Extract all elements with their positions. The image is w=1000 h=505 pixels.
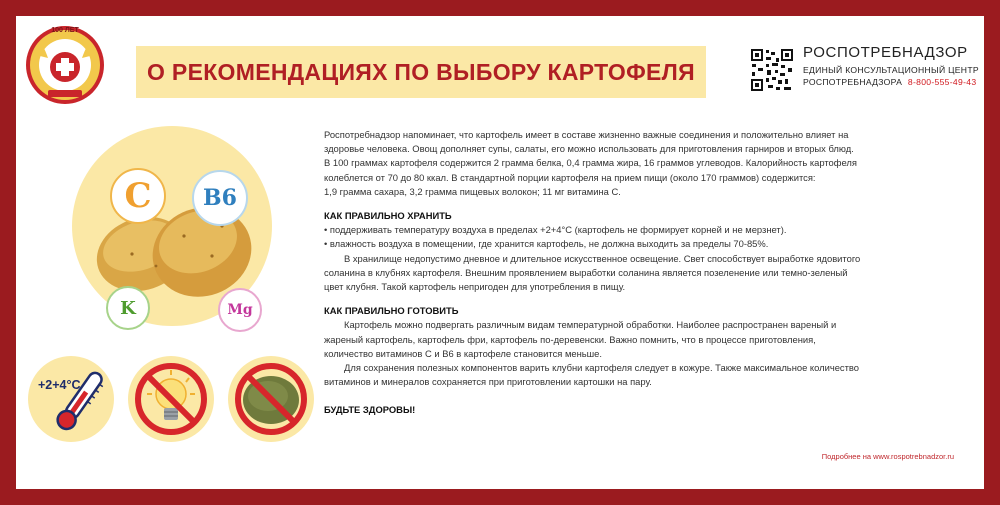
cooking-line: Для сохранения полезных компонентов варить клубни картофеля следует в кожуре. Также максимальное количество [344, 362, 859, 374]
closing-heading: БУДЬТЕ ЗДОРОВЫ! [324, 404, 416, 416]
storage-heading: КАК ПРАВИЛЬНО ХРАНИТЬ [324, 210, 452, 222]
page-title: О РЕКОМЕНДАЦИЯХ ПО ВЫБОРУ КАРТОФЕЛЯ [147, 58, 695, 85]
intro-line: Роспотребнадзор напоминает, что картофель имеет в составе жизненно важные соединения и положительно влияет на [324, 129, 849, 140]
poster-frame [16, 16, 984, 489]
title-banner [136, 46, 706, 98]
potassium-badge [106, 286, 150, 330]
intro-line: В 100 граммах картофеля содержится 2 грамма белка, 0,4 грамма жира, 16 граммов углеводов. Калорийность картофеля [324, 157, 857, 169]
cooking-line: Картофель можно подвергать различным видам температурной обработки. Наиболее распространен вареный и [344, 319, 837, 331]
org-name: РОСПОТРЕБНАДЗОР [803, 44, 968, 61]
no-green-potato-icon [228, 356, 314, 442]
no-green-potato-circle [228, 356, 314, 442]
storage-line: соланина в клубнях картофеля. Внешним проявлением выработки соланина является позеленение или темно-зеленый [324, 266, 848, 278]
no-light-bulb-icon [128, 356, 214, 442]
potato-illustration [72, 126, 272, 326]
cooking-line: витаминов и минералов сохраняется при приготовлении картошки на пару. [324, 376, 652, 388]
temperature-circle [28, 356, 114, 442]
temperature-label: +2+4°C [38, 378, 81, 392]
vitamin-c-label: C [124, 176, 152, 216]
cooking-line: количество витаминов С и В6 в картофеле становится меньше. [324, 347, 602, 359]
vitamin-c-badge [110, 168, 166, 224]
qr-code-icon [750, 48, 794, 92]
org-contact-line [803, 76, 983, 88]
potassium-label: K [120, 297, 136, 319]
hotline-phone: 8-800-555-49-43 [907, 77, 977, 87]
storage-line: • влажность воздуха в помещении, где хранится картофель, не должна выходить за пределы 70-85%. [324, 238, 769, 250]
cooking-line: жареный картофель, картофель фри, картофель по-деревенски. Важно помнить, что в процессе приготовления, [324, 333, 816, 345]
storage-line: В хранилище недопустимо дневное и длительное искусственное освещение. Свет способствует выработке ядовитого [344, 252, 861, 264]
intro-line: здоровье человека. Овощ дополняет супы, салаты, его можно использовать для приготовления гарниров и вторых блюд. [324, 143, 854, 155]
article-text [324, 128, 964, 418]
magnesium-badge [218, 288, 262, 332]
storage-line: • поддерживать температуру воздуха в пределах +2+4°С (картофель не формирует корней и не мерзнет). [324, 224, 787, 236]
no-light-circle [128, 356, 214, 442]
footer-link[interactable]: Подробнее на www.rospotrebnadzor.ru [821, 452, 954, 461]
rospotrebnadzor-emblem-icon [24, 24, 106, 106]
magnesium-label: Mg [227, 302, 253, 318]
intro-line: 1,9 грамма сахара, 3,2 грамма пищевых волокон; 11 мг витамина С. [324, 185, 621, 197]
thermometer-icon [28, 356, 114, 442]
vitamin-b6-badge [192, 170, 248, 226]
cooking-heading: КАК ПРАВИЛЬНО ГОТОВИТЬ [324, 305, 459, 317]
org-short-name: РОСПОТРЕБНАДЗОРА [803, 77, 903, 87]
org-contact-block [803, 44, 983, 88]
emblem-label: 100 ЛЕТ [51, 27, 79, 34]
org-center-line: ЕДИНЫЙ КОНСУЛЬТАЦИОННЫЙ ЦЕНТР [803, 65, 979, 75]
intro-line: колеблется от 70 до 80 ккал. В стандартной порции картофеля на прием пищи (около 170 граммов) содержится: [324, 171, 816, 183]
storage-line: цвет клубня. Такой картофель непригоден для употребления в пищу. [324, 281, 626, 293]
vitamin-b6-label: B6 [203, 185, 237, 211]
